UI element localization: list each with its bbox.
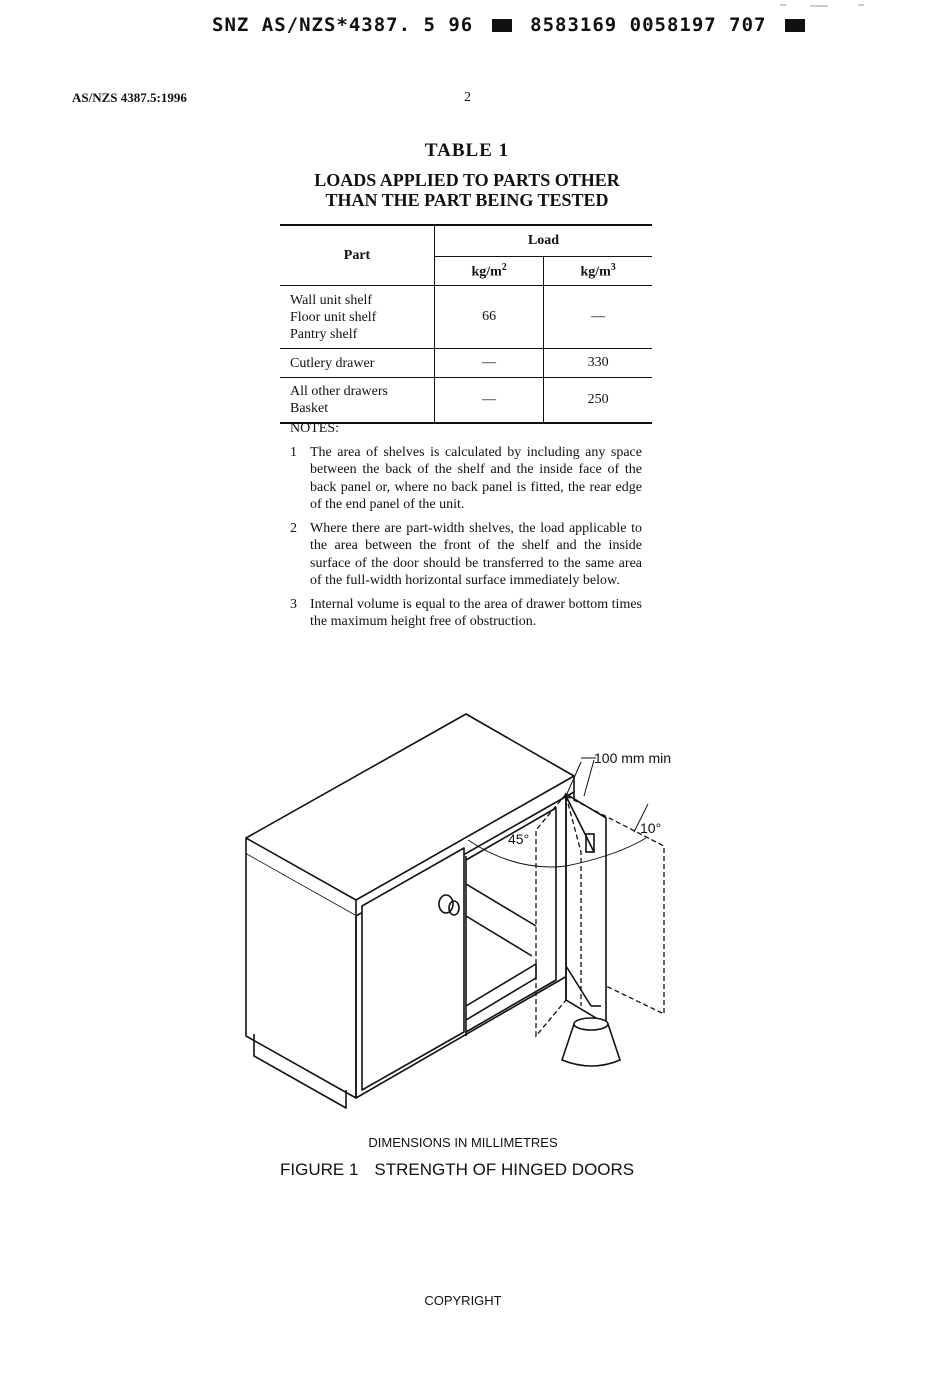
barcode-block	[492, 19, 512, 32]
column-header-load: Load	[435, 225, 653, 257]
part-cell	[280, 349, 435, 378]
figure-title: STRENGTH OF HINGED DOORS	[374, 1160, 635, 1179]
angle-label-10: 10°	[640, 820, 662, 836]
angle-label-45: 45°	[508, 831, 530, 847]
part-name: Floor unit shelf	[290, 309, 377, 325]
dimensions-note: DIMENSIONS IN MILLIMETRES	[368, 1135, 558, 1150]
note-item	[290, 444, 642, 514]
unit-exponent: 3	[610, 261, 616, 273]
part-name: Pantry shelf	[290, 326, 358, 342]
part-name: All other drawers	[290, 384, 388, 399]
notes-title: NOTES:	[290, 421, 339, 436]
note-text: Where there are part-width shelves, the load applicable to the area between the front of the shelf and the inside surface of the door should be transferred to the same area of the full-width horizontal surface immediately below.	[310, 520, 642, 588]
load-kg-m3: —	[544, 286, 652, 349]
document-id-strip	[212, 14, 811, 36]
barcode-block	[785, 19, 805, 32]
page-number: 2	[464, 90, 471, 105]
unit-base: kg/m	[471, 264, 502, 280]
load-kg-m3: 330	[544, 349, 652, 378]
note-number: 1	[290, 444, 297, 460]
load-kg-m2: 66	[435, 286, 544, 349]
note-number: 3	[290, 596, 297, 612]
dimension-label: 100 mm min	[594, 750, 672, 766]
table-label: TABLE 1	[424, 140, 510, 161]
scan-marks	[780, 4, 870, 8]
column-header-kg-m2	[435, 257, 544, 286]
document-id-left: SNZ AS/NZS*4387. 5 96	[212, 14, 474, 36]
open-door-drawing	[566, 794, 606, 1024]
table-row	[280, 378, 652, 424]
note-item	[290, 520, 642, 590]
table-caption	[0, 170, 934, 210]
column-header-kg-m3	[544, 257, 652, 286]
part-cell	[280, 286, 435, 349]
table-notes	[290, 420, 642, 637]
part-name: Cutlery drawer	[290, 355, 375, 371]
figure-number: FIGURE 1	[280, 1160, 359, 1179]
figure-caption	[280, 1160, 634, 1180]
table-row	[280, 286, 652, 349]
note-text: The area of shelves is calculated by including any space between the back of the shelf and the inside face of the back panel or, where no back panel is fitted, the rear edge of the end panel of the unit.	[310, 444, 642, 512]
load-kg-m2: —	[435, 349, 544, 378]
column-header-part: Part	[280, 225, 435, 286]
table-row	[280, 349, 652, 378]
standard-reference: AS/NZS 4387.5:1996	[72, 90, 187, 105]
part-name: Basket	[290, 401, 329, 416]
part-cell	[280, 378, 435, 424]
unit-base: kg/m	[580, 264, 611, 280]
table-caption-line: LOADS APPLIED TO PARTS OTHER	[314, 170, 620, 190]
table-caption-line: THAN THE PART BEING TESTED	[325, 190, 609, 210]
note-number: 2	[290, 520, 297, 536]
part-name: Wall unit shelf	[290, 292, 373, 308]
unit-exponent: 2	[501, 261, 507, 273]
hinged-door-figure	[236, 706, 706, 1126]
note-text: Internal volume is equal to the area of drawer bottom times the maximum height free of obstruction.	[310, 596, 643, 629]
note-item	[290, 596, 642, 631]
copyright-footer: COPYRIGHT	[424, 1293, 502, 1308]
weight-drawing	[562, 1018, 620, 1066]
load-kg-m2: —	[435, 378, 544, 424]
loads-table	[280, 224, 652, 424]
load-kg-m3: 250	[544, 378, 652, 424]
document-id-right: 8583169 0058197 707	[530, 14, 767, 36]
cabinet-drawing	[246, 714, 574, 1108]
